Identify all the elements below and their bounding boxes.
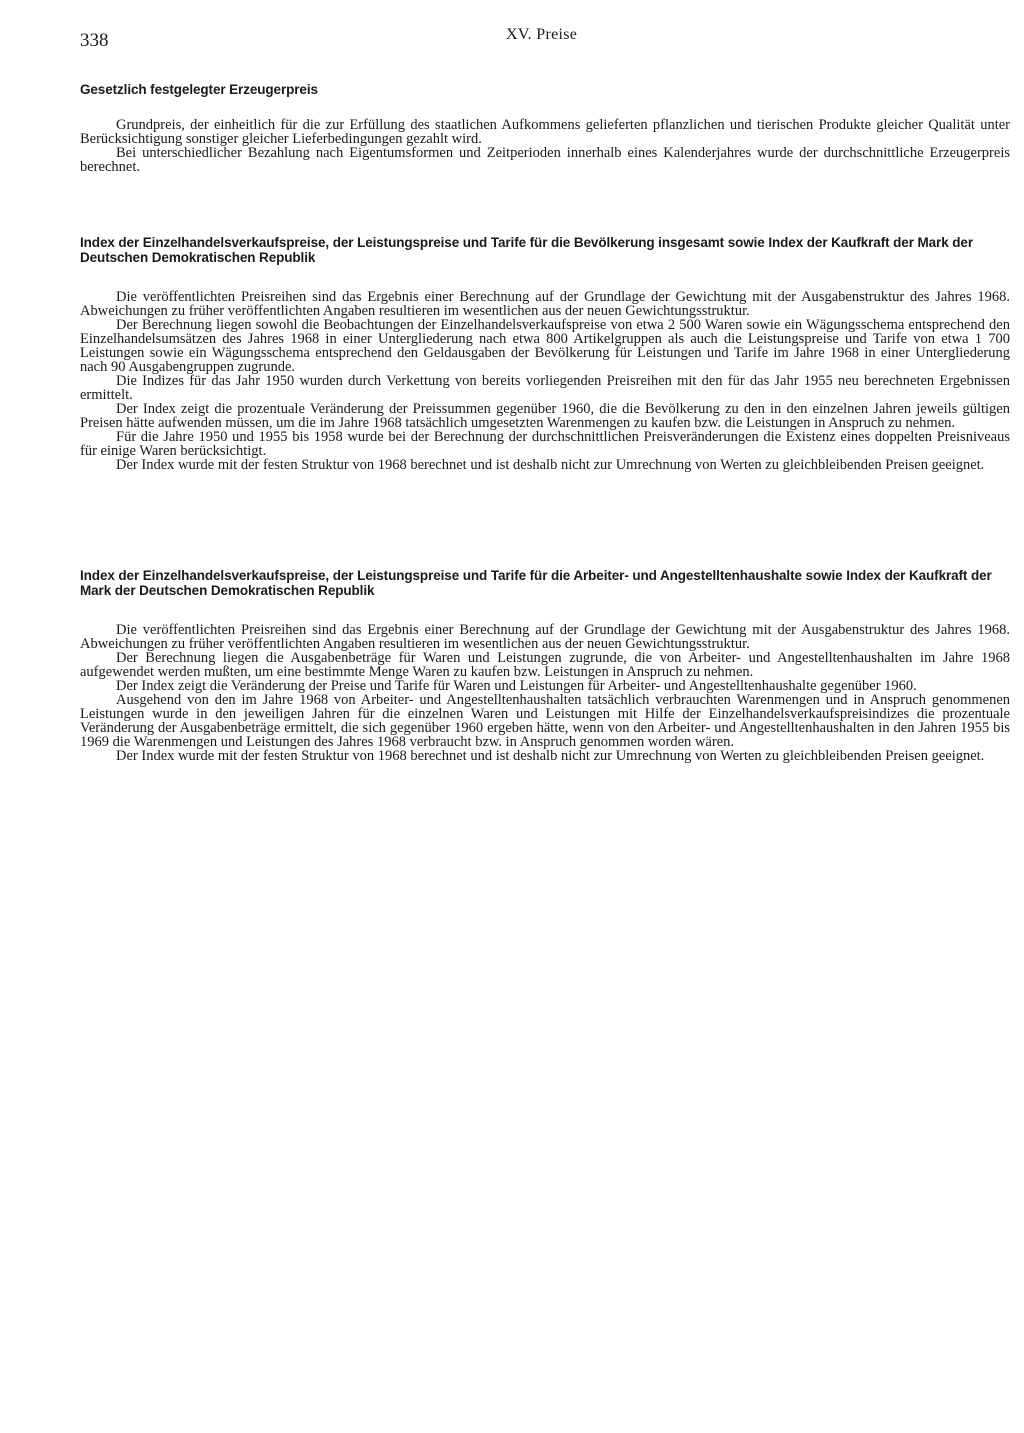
section-body	[80, 623, 1010, 763]
section-heading: Index der Einzelhandelsverkaufspreise, der Leistungspreise und Tarife für die Arbeiter- und Angestelltenhaushalte sowie Index der Kaufkraft der Mark der Deutschen Demokratischen Republik	[80, 568, 992, 598]
paragraph: Der Index wurde mit der festen Struktur von 1968 berechnet und ist deshalb nicht zur Umrechnung von Werten zu gleichbleibenden Preisen geeignet.	[116, 748, 985, 764]
section-index-bevoelkerung	[80, 235, 1010, 472]
section-body	[80, 118, 1010, 174]
paragraph: Die veröffentlichten Preisreihen sind das Ergebnis einer Berechnung auf der Grundlage der Gewichtung mit der Ausgabenstruktur des Jahres 1968. Abweichungen zu früher veröffentlichten Angaben resultieren im wesentlichen aus der neuen Gewichtungsstruktur.	[80, 622, 1010, 652]
paragraph: Der Index zeigt die prozentuale Veränderung der Preissummen gegenüber 1960, die die Bevölkerung zu den in den einzelnen Jahren jeweils gültigen Preisen hätte aufwenden müssen, um die im Jahre 1968 tatsächlich umgesetzten Warenmengen zu kaufen bzw. die Leistungen in Anspruch zu nehmen.	[80, 401, 1010, 431]
paragraph: Grundpreis, der einheitlich für die zur Erfüllung des staatlichen Aufkommens gelieferten pflanzlichen und tierischen Produkte gleicher Qualität unter Berücksichtigung sonstiger gleicher Lieferbedingungen gezahlt wird.	[80, 117, 1010, 147]
section-index-haushalte	[80, 568, 1010, 763]
paragraph: Bei unterschiedlicher Bezahlung nach Eigentumsformen und Zeitperioden innerhalb eines Kalenderjahres wurde der durchschnittliche Erzeugerpreis berechnet.	[80, 145, 1010, 175]
paragraph: Der Berechnung liegen sowohl die Beobachtungen der Einzelhandelsverkaufspreise von etwa 2 500 Waren sowie ein Wägungsschema entsprechend den Einzelhandelsumsätzen des Jahres 1968 in einer Untergliederung nach etwa 800 Artikelgruppen als auch die Leistungspreise und Tarife von etwa 1 700 Leistungen sowie ein Wägungsschema entsprechend den Geldausgaben der Bevölkerung für Leistungen und Tarife im Jahre 1968 in einer Untergliederung nach 90 Ausgabengruppen zugrunde.	[80, 317, 1010, 375]
paragraph: Der Index zeigt die Veränderung der Preise und Tarife für Waren und Leistungen für Arbeiter- und Angestelltenhaushalte gegenüber 1960.	[116, 678, 917, 694]
section-erzeugerpreis	[80, 82, 1010, 174]
paragraph: Ausgehend von den im Jahre 1968 von Arbeiter- und Angestelltenhaushalten tatsächlich verbrauchten Warenmengen und in Anspruch genommenen Leistungen wurde in den jeweiligen Jahren für die einzelnen Waren und Leistungen mit Hilfe der Einzelhandelsverkaufspreisindizes die prozentuale Veränderung der Ausgabenbeträge ermittelt, die sich gegenüber 1960 ergeben hätte, wenn von den Arbeiter- und Angestelltenhaushalten in den Jahren 1955 bis 1969 die Warenmengen und Leistungen des Jahres 1968 verbraucht bzw. in Anspruch genommen worden wären.	[80, 692, 1010, 750]
paragraph: Der Berechnung liegen die Ausgabenbeträge für Waren und Leistungen zugrunde, die von Arbeiter- und Angestelltenhaushalten im Jahre 1968 aufgewendet werden mußten, um eine bestimmte Menge Waren zu kaufen bzw. Leistungen in Anspruch zu nehmen.	[80, 650, 1010, 680]
page-number: 338	[80, 30, 109, 51]
paragraph: Für die Jahre 1950 und 1955 bis 1958 wurde bei der Berechnung der durchschnittlichen Preisveränderungen die Existenz eines doppelten Preisniveaus für einige Waren berücksichtigt.	[80, 429, 1010, 459]
paragraph: Der Index wurde mit der festen Struktur von 1968 berechnet und ist deshalb nicht zur Umrechnung von Werten zu gleichbleibenden Preisen geeignet.	[116, 457, 985, 473]
paragraph: Die veröffentlichten Preisreihen sind das Ergebnis einer Berechnung auf der Grundlage der Gewichtung mit der Ausgabenstruktur des Jahres 1968. Abweichungen zu früher veröffentlichten Angaben resultieren im wesentlichen aus der neuen Gewichtungsstruktur.	[80, 289, 1010, 319]
section-heading: Index der Einzelhandelsverkaufspreise, der Leistungspreise und Tarife für die Bevölkerung insgesamt sowie Index der Kaufkraft der Mark der Deutschen Demokratischen Republik	[80, 235, 973, 265]
running-title: XV. Preise	[506, 26, 578, 43]
paragraph: Die Indizes für das Jahr 1950 wurden durch Verkettung von bereits vorliegenden Preisreihen mit den für das Jahr 1955 neu berechneten Ergebnissen ermittelt.	[80, 373, 1010, 403]
section-body	[80, 290, 1010, 472]
section-heading: Gesetzlich festgelegter Erzeugerpreis	[80, 82, 318, 97]
